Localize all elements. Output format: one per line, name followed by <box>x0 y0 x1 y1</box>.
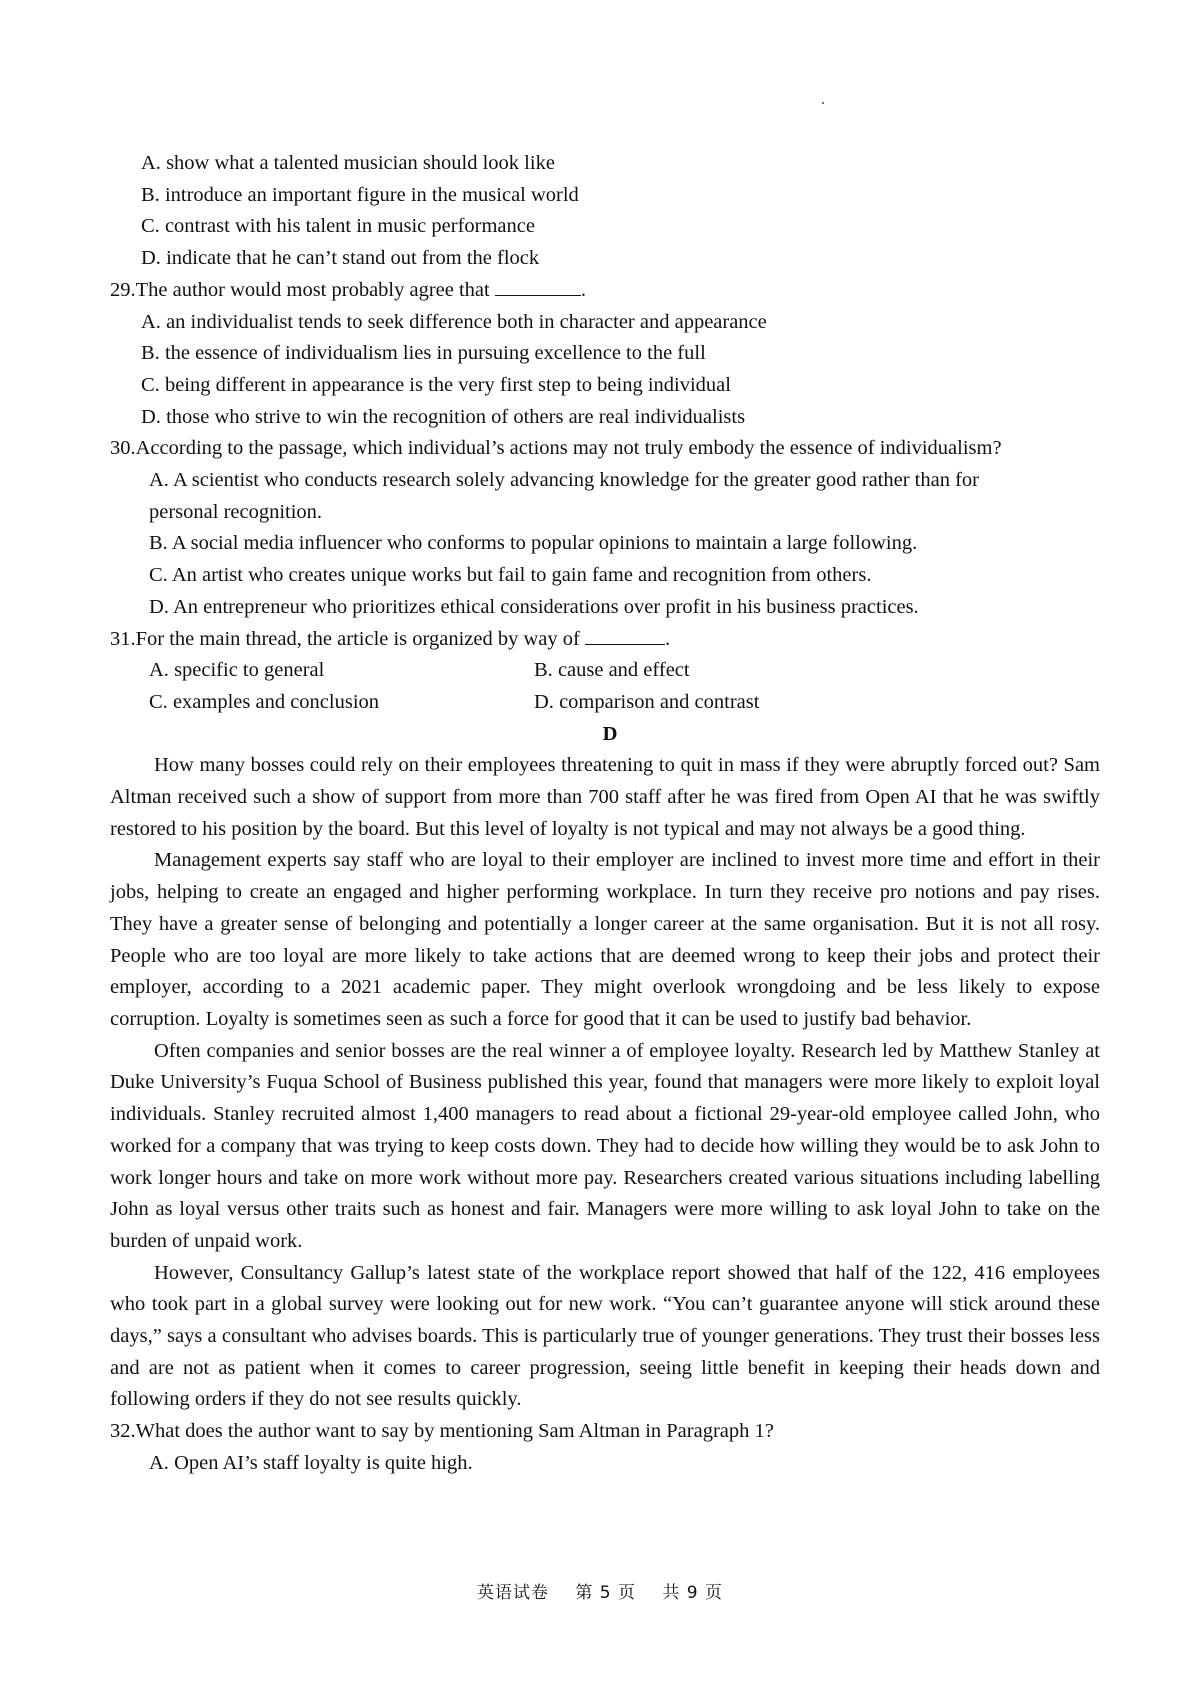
q28-option-a: A. show what a talented musician should look like <box>141 152 555 174</box>
stray-mark <box>822 102 824 104</box>
q30-stem: 30.According to the passage, which individual’s actions may not truly embody the essence of individualism? <box>110 437 1002 460</box>
q30-option-b: B. A social media influencer who conforms to popular opinions to maintain a large following. <box>149 532 918 555</box>
q31-stem: 31.For the main thread, the article is organized by way of . <box>110 627 671 650</box>
q31-option-d: D. comparison and contrast <box>534 690 760 713</box>
page-content <box>110 148 1100 1480</box>
q28-option-b: B. introduce an important figure in the musical world <box>141 183 579 206</box>
passage-paragraph-2: Management experts say staff who are loyal to their employer are inclined to invest more time and effort in their jobs, helping to create an engaged and higher performing workplace. In turn they receive pro notions and pay rises. They have a greater sense of belonging and potentially a longer career at the same organisation. But it is not all rosy. People who are too loyal are more likely to take actions that are deemed wrong to keep their jobs and protect their employer, according to a 2021 academic paper. They might overlook wrongdoing and be less likely to expose corruption. Loyalty is sometimes seen as such a force for good that it can be used to justify bad behavior. <box>110 849 1101 1030</box>
passage-paragraph-1: How many bosses could rely on their employees threatening to quit in mass if they were abruptly forced out? Sam Altman received such a show of support from more than 700 staff after he was fired from Open AI that he was swiftly restored to his position by the board. But this level of loyalty is not typical and may not always be a good thing. <box>110 754 1100 840</box>
q30-option-a-continued: personal recognition. <box>149 500 323 523</box>
q29-option-b: B. the essence of individualism lies in pursuing excellence to the full <box>141 342 706 365</box>
q31-option-b: B. cause and effect <box>534 659 690 682</box>
q28-option-c: C. contrast with his talent in music performance <box>141 215 535 238</box>
q29-stem: 29.The author would most probably agree that . <box>110 278 586 301</box>
q32-option-a: A. Open AI’s staff loyalty is quite high. <box>149 1451 473 1474</box>
q31-options-row-1 <box>110 655 1100 687</box>
footer-total-pages: 共 9 页 <box>662 1583 724 1603</box>
q30-option-a: A. A scientist who conducts research solely advancing knowledge for the greater good rather than for <box>149 469 979 492</box>
passage-paragraph-4: However, Consultancy Gallup’s latest state of the workplace report showed that half of the 122, 416 employees who took part in a global survey were looking out for new work. “You can’t guarantee anyone will stick around these days,” says a consultant who advises boards. This is particularly true of younger generations. They trust their bosses less and are not as patient when it comes to career progression, seeing little benefit in keeping their heads down and following orders if they do not see results quickly. <box>110 1261 1101 1411</box>
page-footer <box>0 1578 1200 1603</box>
passage-paragraph-3: Often companies and senior bosses are the real winner a of employee loyalty. Research led by Matthew Stanley at Duke University’s Fuqua School of Business published this year, found that managers were more likely to exploit loyal individuals. Stanley recruited almost 1,400 managers to read about a fictional 29-year-old employee called John, who worked for a company that was trying to keep costs down. They had to decide how willing they would be to ask John to work longer hours and take on more work without more pay. Researchers created various situations including labelling John as loyal versus other traits such as honest and fair. Managers were more willing to ask loyal John to take on the burden of unpaid work. <box>110 1039 1101 1252</box>
answer-blank <box>495 277 581 296</box>
footer-subject: 英语试卷 <box>476 1583 549 1603</box>
q29-option-a: A. an individualist tends to seek difference both in character and appearance <box>141 310 767 333</box>
q31-option-c: C. examples and conclusion <box>149 690 380 713</box>
q31-options-row-2 <box>110 687 1100 719</box>
q32-stem: 32.What does the author want to say by mentioning Sam Altman in Paragraph 1? <box>110 1420 774 1443</box>
q30-option-d: D. An entrepreneur who prioritizes ethical considerations over profit in his business practices. <box>149 595 919 618</box>
q28-option-d: D. indicate that he can’t stand out from the flock <box>141 247 540 270</box>
q29-option-d: D. those who strive to win the recognition of others are real individualists <box>141 405 746 428</box>
section-heading: D <box>602 722 618 745</box>
q31-option-a: A. specific to general <box>149 659 325 682</box>
q30-option-c: C. An artist who creates unique works but fail to gain fame and recognition from others. <box>149 564 872 587</box>
q29-option-c: C. being different in appearance is the very first step to being individual <box>141 373 731 396</box>
footer-page-number: 第 5 页 <box>575 1583 636 1603</box>
answer-blank <box>585 626 665 645</box>
